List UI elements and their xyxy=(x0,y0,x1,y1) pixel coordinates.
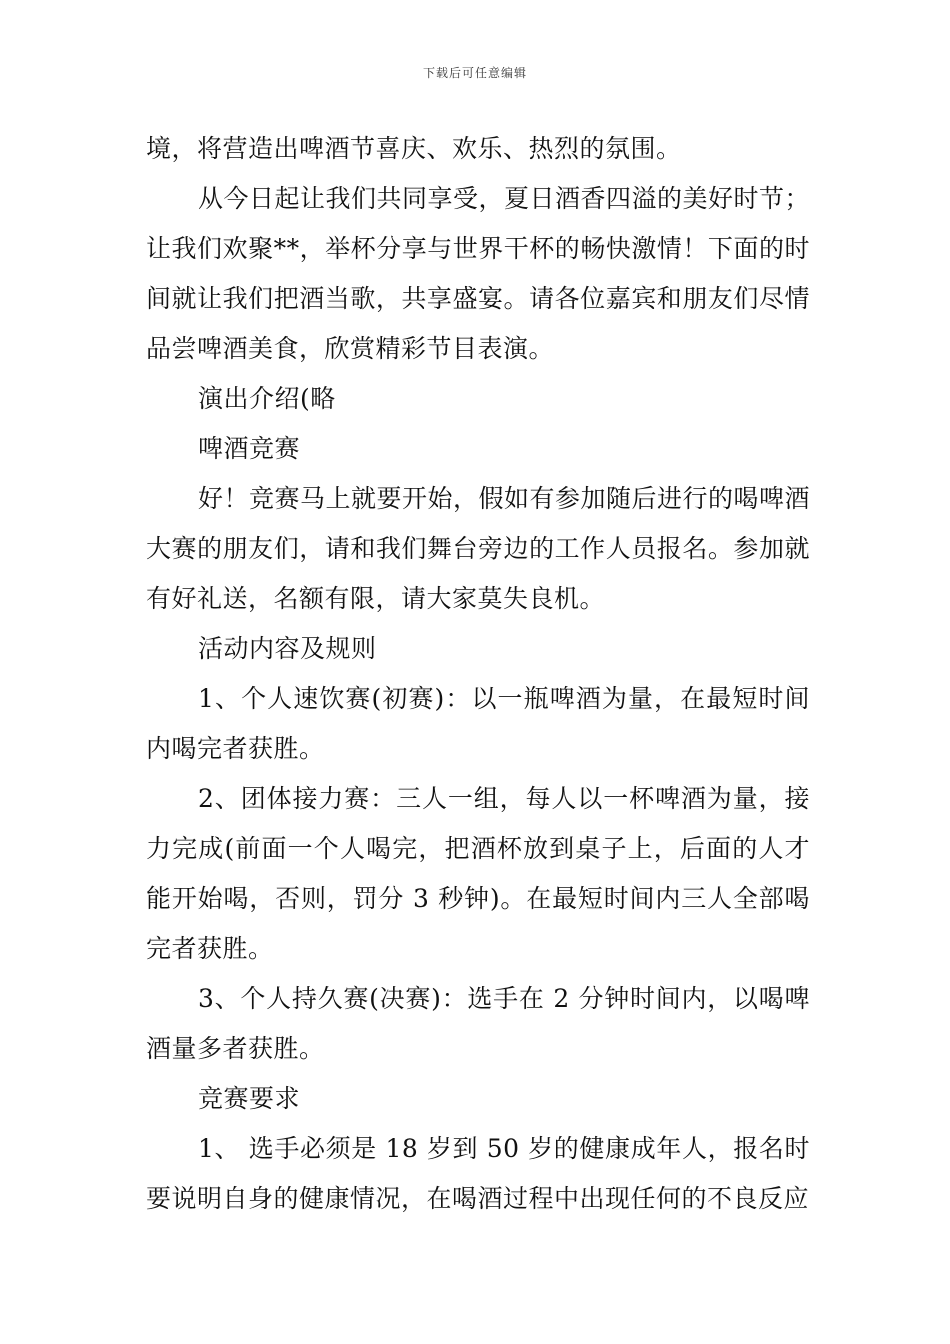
rule-item-2: 2、团体接力赛：三人一组，每人以一杯啤酒为量，接力完成(前面一个人喝完，把酒杯放到桌子上，后面的人才能开始喝，否则，罚分 3 秒钟)。在最短时间内三人全部喝完者获胜。 xyxy=(146,784,810,963)
section-heading-rules: 活动内容及规则 xyxy=(198,634,377,663)
paragraph-2: 从今日起让我们共同享受，夏日酒香四溢的美好时节；让我们欢聚**，举杯分享与世界干杯的畅快激情！下面的时间就让我们把酒当歌，共享盛宴。请各位嘉宾和朋友们尽情品尝啤酒美食，欣赏精彩节目表演。 xyxy=(146,184,811,363)
rule-item-1: 1、个人速饮赛(初赛)：以一瓶啤酒为量，在最短时间内喝完者获胜。 xyxy=(146,684,810,763)
page-header: 下载后可任意编辑 xyxy=(422,66,527,80)
document-body xyxy=(146,124,810,1224)
rule-item-3: 3、个人持久赛(决赛)：选手在 2 分钟时间内，以喝啤酒量多者获胜。 xyxy=(146,984,810,1063)
paragraph-5: 好！竞赛马上就要开始，假如有参加随后进行的喝啤酒大赛的朋友们，请和我们舞台旁边的工作人员报名。参加就有好礼送，名额有限，请大家莫失良机。 xyxy=(146,484,811,613)
paragraph-1: 境，将营造出啤酒节喜庆、欢乐、热烈的氛围。 xyxy=(146,134,682,163)
paragraph-3: 演出介绍(略 xyxy=(198,384,336,413)
section-heading-beer-contest: 啤酒竞赛 xyxy=(198,434,301,463)
section-heading-requirements: 竞赛要求 xyxy=(198,1084,301,1113)
requirement-item-1: 1、 选手必须是 18 岁到 50 岁的健康成年人，报名时要说明自身的健康情况，在喝酒过程中出现任何的不良反应 xyxy=(146,1134,810,1213)
